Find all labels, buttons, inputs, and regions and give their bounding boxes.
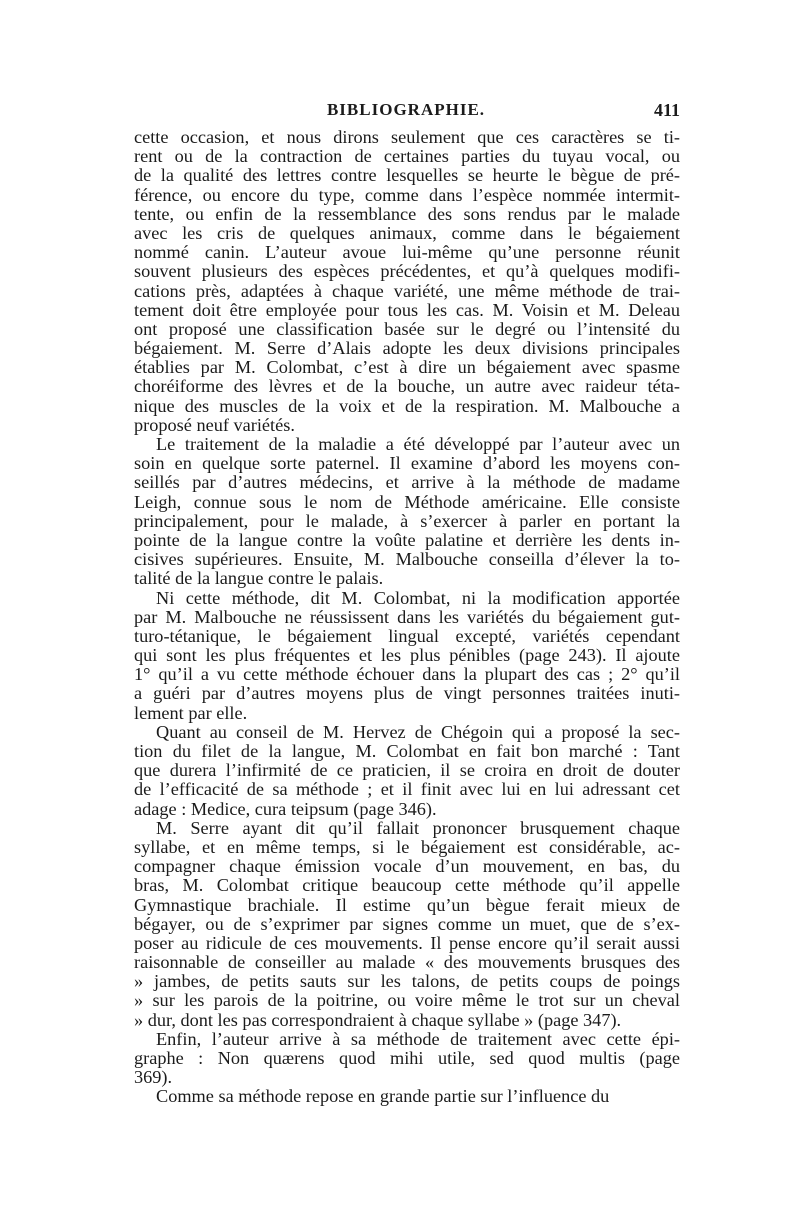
text-line: férence, ou encore du type, comme dans l’espèce nommée intermit-	[134, 184, 680, 205]
text-line: » sur les parois de la poitrine, ou voire même le trot sur un cheval	[134, 990, 680, 1011]
text-line: bégaiement. M. Serre d’Alais adopte les deux divisions principales	[134, 338, 680, 359]
text-line: rent ou de la contraction de certaines parties du tuyau vocal, ou	[134, 146, 680, 167]
text-line: 1° qu’il a vu cette méthode échouer dans la plupart des cas ; 2° qu’il	[134, 664, 680, 685]
text-line: Ni cette méthode, dit M. Colombat, ni la modification apportée	[156, 587, 680, 608]
text-line: soin en quelque sorte paternel. Il examine d’abord les moyens con-	[134, 453, 680, 474]
text-line: tente, ou enfin de la ressemblance des sons rendus par le malade	[134, 203, 680, 224]
text-line: cisives supérieures. Ensuite, M. Malbouche conseilla d’élever la to-	[134, 549, 680, 570]
text-line: compagner chaque émission vocale d’un mouvement, en bas, du	[134, 856, 680, 877]
text-line: établies par M. Colombat, c’est à dire un bégaiement avec spasme	[134, 357, 680, 378]
text-line: Quant au conseil de M. Hervez de Chégoin qui a proposé la sec-	[156, 721, 680, 742]
text-line: Leigh, connue sous le nom de Méthode américaine. Elle consiste	[134, 491, 680, 512]
running-title: BIBLIOGRAPHIE.	[326, 100, 486, 119]
text-line: proposé neuf variétés.	[134, 414, 295, 435]
text-line: 369).	[134, 1067, 173, 1088]
text-line: souvent plusieurs des espèces précédentes, et qu’à quelques modifi-	[134, 261, 680, 282]
text-line: cations près, adaptées à chaque variété, une même méthode de trai-	[134, 280, 680, 301]
body-text	[134, 128, 680, 1107]
text-line: ont proposé une classification basée sur le degré ou l’intensité du	[134, 318, 680, 339]
text-line: tement doit être employée pour tous les cas. M. Voisin et M. Deleau	[134, 299, 680, 320]
paragraph	[134, 128, 680, 435]
text-line: Comme sa méthode repose en grande partie sur l’influence du	[156, 1086, 610, 1107]
text-line: bégayer, ou de s’exprimer par signes comme un muet, que de s’ex-	[134, 913, 680, 934]
text-line: poser au ridicule de ces mouvements. Il pense encore qu’il serait aussi	[134, 932, 680, 953]
text-line: » jambes, de petits sauts sur les talons, de petits coups de poings	[134, 971, 680, 992]
text-line: pointe de la langue contre la voûte palatine et derrière les dents in-	[134, 529, 680, 550]
text-line: Gymnastique brachiale. Il estime qu’un bègue ferait mieux de	[134, 894, 680, 915]
page-header	[132, 100, 680, 126]
text-line: avec les cris de quelques animaux, comme dans le bégaiement	[134, 222, 680, 243]
text-line: turo-tétanique, le bégaiement lingual excepté, variétés cependant	[134, 625, 680, 646]
text-line: principalement, pour le malade, à s’exercer à parler en portant la	[134, 510, 680, 531]
text-line: que durera l’infirmité de ce praticien, il se croira en droit de douter	[134, 760, 680, 781]
paragraph	[134, 435, 680, 589]
text-line: » dur, dont les pas correspondraient à chaque syllabe » (page 347).	[134, 1009, 622, 1030]
text-line: bras, M. Colombat critique beaucoup cette méthode qu’il appelle	[134, 875, 680, 896]
text-line: adage : Medice, cura teipsum (page 346).	[134, 798, 437, 819]
text-line: seillés par d’autres médecins, et arrive à la méthode de madame	[134, 472, 680, 493]
text-line: nommé canin. L’auteur avoue lui-même qu’une personne réunit	[134, 242, 680, 263]
paragraph	[134, 1087, 680, 1106]
paragraph	[134, 1030, 680, 1088]
text-line: graphe : Non quærens quod mihi utile, sed quod multis (page	[134, 1048, 680, 1068]
text-line: syllabe, et en même temps, si le bégaiement est considérable, ac-	[134, 836, 680, 857]
text-line: tion du filet de la langue, M. Colombat en fait bon marché : Tant	[134, 741, 680, 761]
text-line: de la qualité des lettres contre lesquelles se heurte le bègue de pré-	[134, 165, 680, 186]
text-line: talité de la langue contre le palais.	[134, 568, 384, 589]
text-line: a guéri par d’autres moyens plus de vingt personnes traitées inuti-	[134, 683, 680, 704]
page-number: 411	[653, 100, 680, 120]
text-line: par M. Malbouche ne réussissent dans les variétés du bégaiement gut-	[134, 606, 680, 627]
paragraph	[134, 589, 680, 723]
text-line: choréiforme des lèvres et de la bouche, un autre avec raideur téta-	[134, 376, 680, 397]
paragraph	[134, 723, 680, 819]
text-line: cette occasion, et nous dirons seulement que ces caractères se ti-	[134, 127, 680, 147]
text-line: lement par elle.	[134, 702, 248, 723]
text-line: Enfin, l’auteur arrive à sa méthode de traitement avec cette épi-	[156, 1028, 680, 1049]
text-line: de l’efficacité de sa méthode ; et il finit avec lui en lui adressant cet	[134, 779, 680, 800]
paragraph	[134, 819, 680, 1030]
text-line: M. Serre ayant dit qu’il fallait prononcer brusquement chaque	[156, 817, 680, 838]
text-line: nique des muscles de la voix et de la respiration. M. Malbouche a	[134, 395, 680, 416]
text-line: raisonnable de conseiller au malade « des mouvements brusques des	[134, 952, 680, 973]
text-line: qui sont les plus fréquentes et les plus pénibles (page 243). Il ajoute	[134, 645, 680, 666]
text-line: Le traitement de la maladie a été développé par l’auteur avec un	[156, 434, 680, 454]
